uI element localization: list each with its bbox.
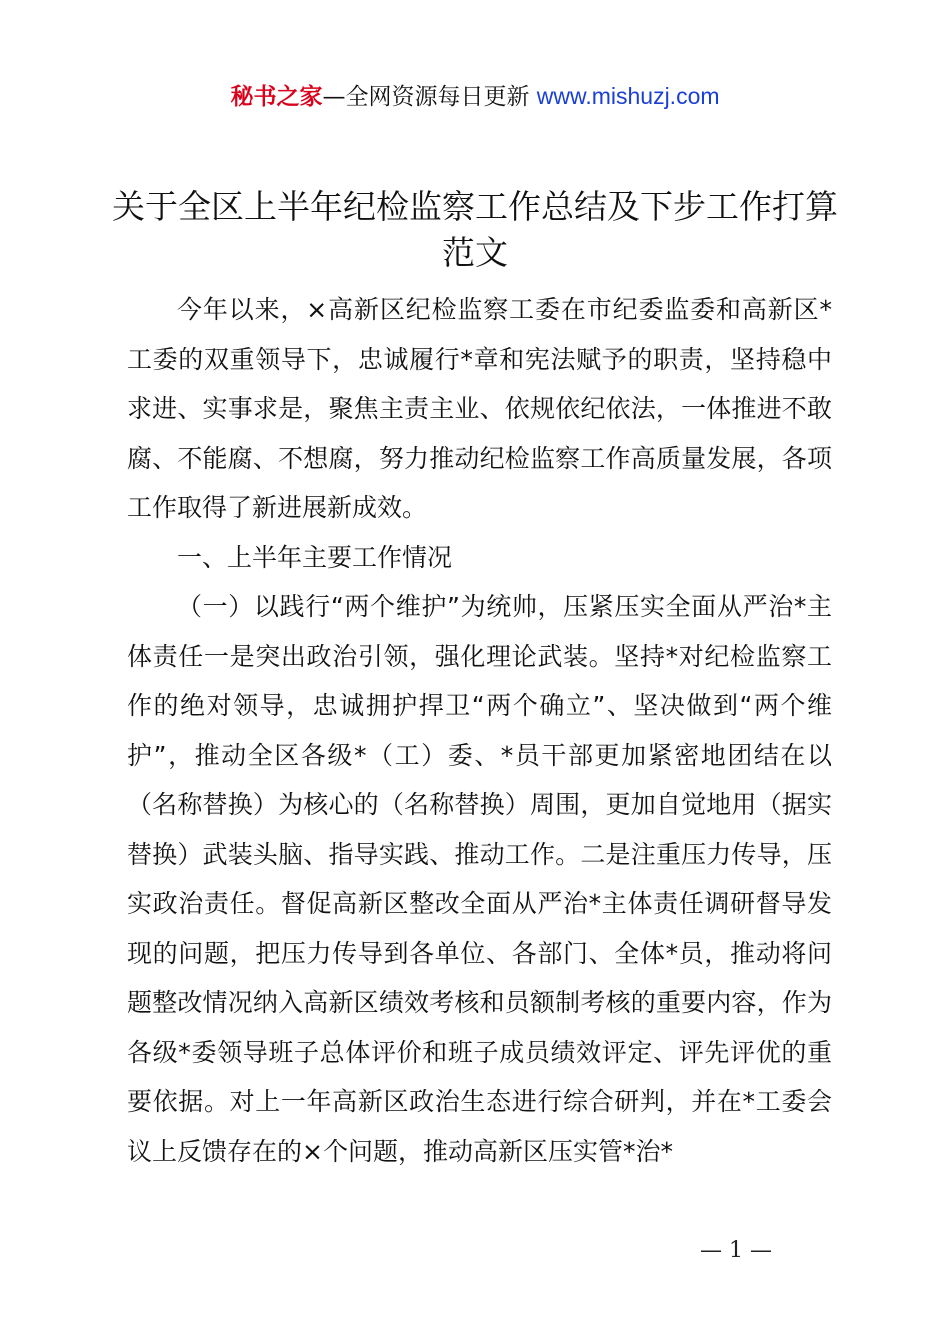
section-heading: 一、上半年主要工作情况	[177, 542, 453, 572]
site-tagline: —全网资源每日更新	[322, 84, 537, 110]
site-brand: 秘书之家	[230, 84, 323, 110]
body-paragraph: （一）以践行“两个维护”为统帅，压紧压实全面从严治*主体责任一是突出政治引领，强化理论武装。坚持*对纪检监察工作的绝对领导，忠诚拥护捍卫“两个确立”、坚决做到“两个维护”，推动全区各级*（工）委、*员干部更加紧密地团结在以（名称替换）为核心的（名称替换）周围，更加自觉地用（据实替换）武装头脑、指导实践、推动工作。二是注重压力传导，压实政治责任。督促高新区整改全面从严治*主体责任调研督导发现的问题，把压力传导到各单位、各部门、全体*员，推动将问题整改情况纳入高新区绩效考核和员额制考核的重要内容，作为各级*委领导班子总体评价和班子成员绩效评定、评先评优的重要依据。对上一年高新区政治生态进行综合研判，并在*工委会议上反馈存在的×个问题，推动高新区压实管*治*	[127, 592, 832, 1166]
intro-paragraph: 今年以来，×高新区纪检监察工委在市纪委监委和高新区*工委的双重领导下，忠诚履行*章和宪法赋予的职责，坚持稳中求进、实事求是，聚焦主责主业、依规依纪依法，一体推进不敢腐、不能腐、不想腐，努力推动纪检监察工作高质量发展，各项工作取得了新进展新成效。	[127, 295, 832, 522]
document-body	[127, 285, 832, 1176]
site-url[interactable]: www.mishuzj.com	[536, 83, 720, 109]
page-number: — 1 —	[700, 1238, 772, 1263]
document-title: 关于全区上半年纪检监察工作总结及下步工作打算范文	[112, 187, 838, 272]
site-header	[0, 80, 950, 113]
